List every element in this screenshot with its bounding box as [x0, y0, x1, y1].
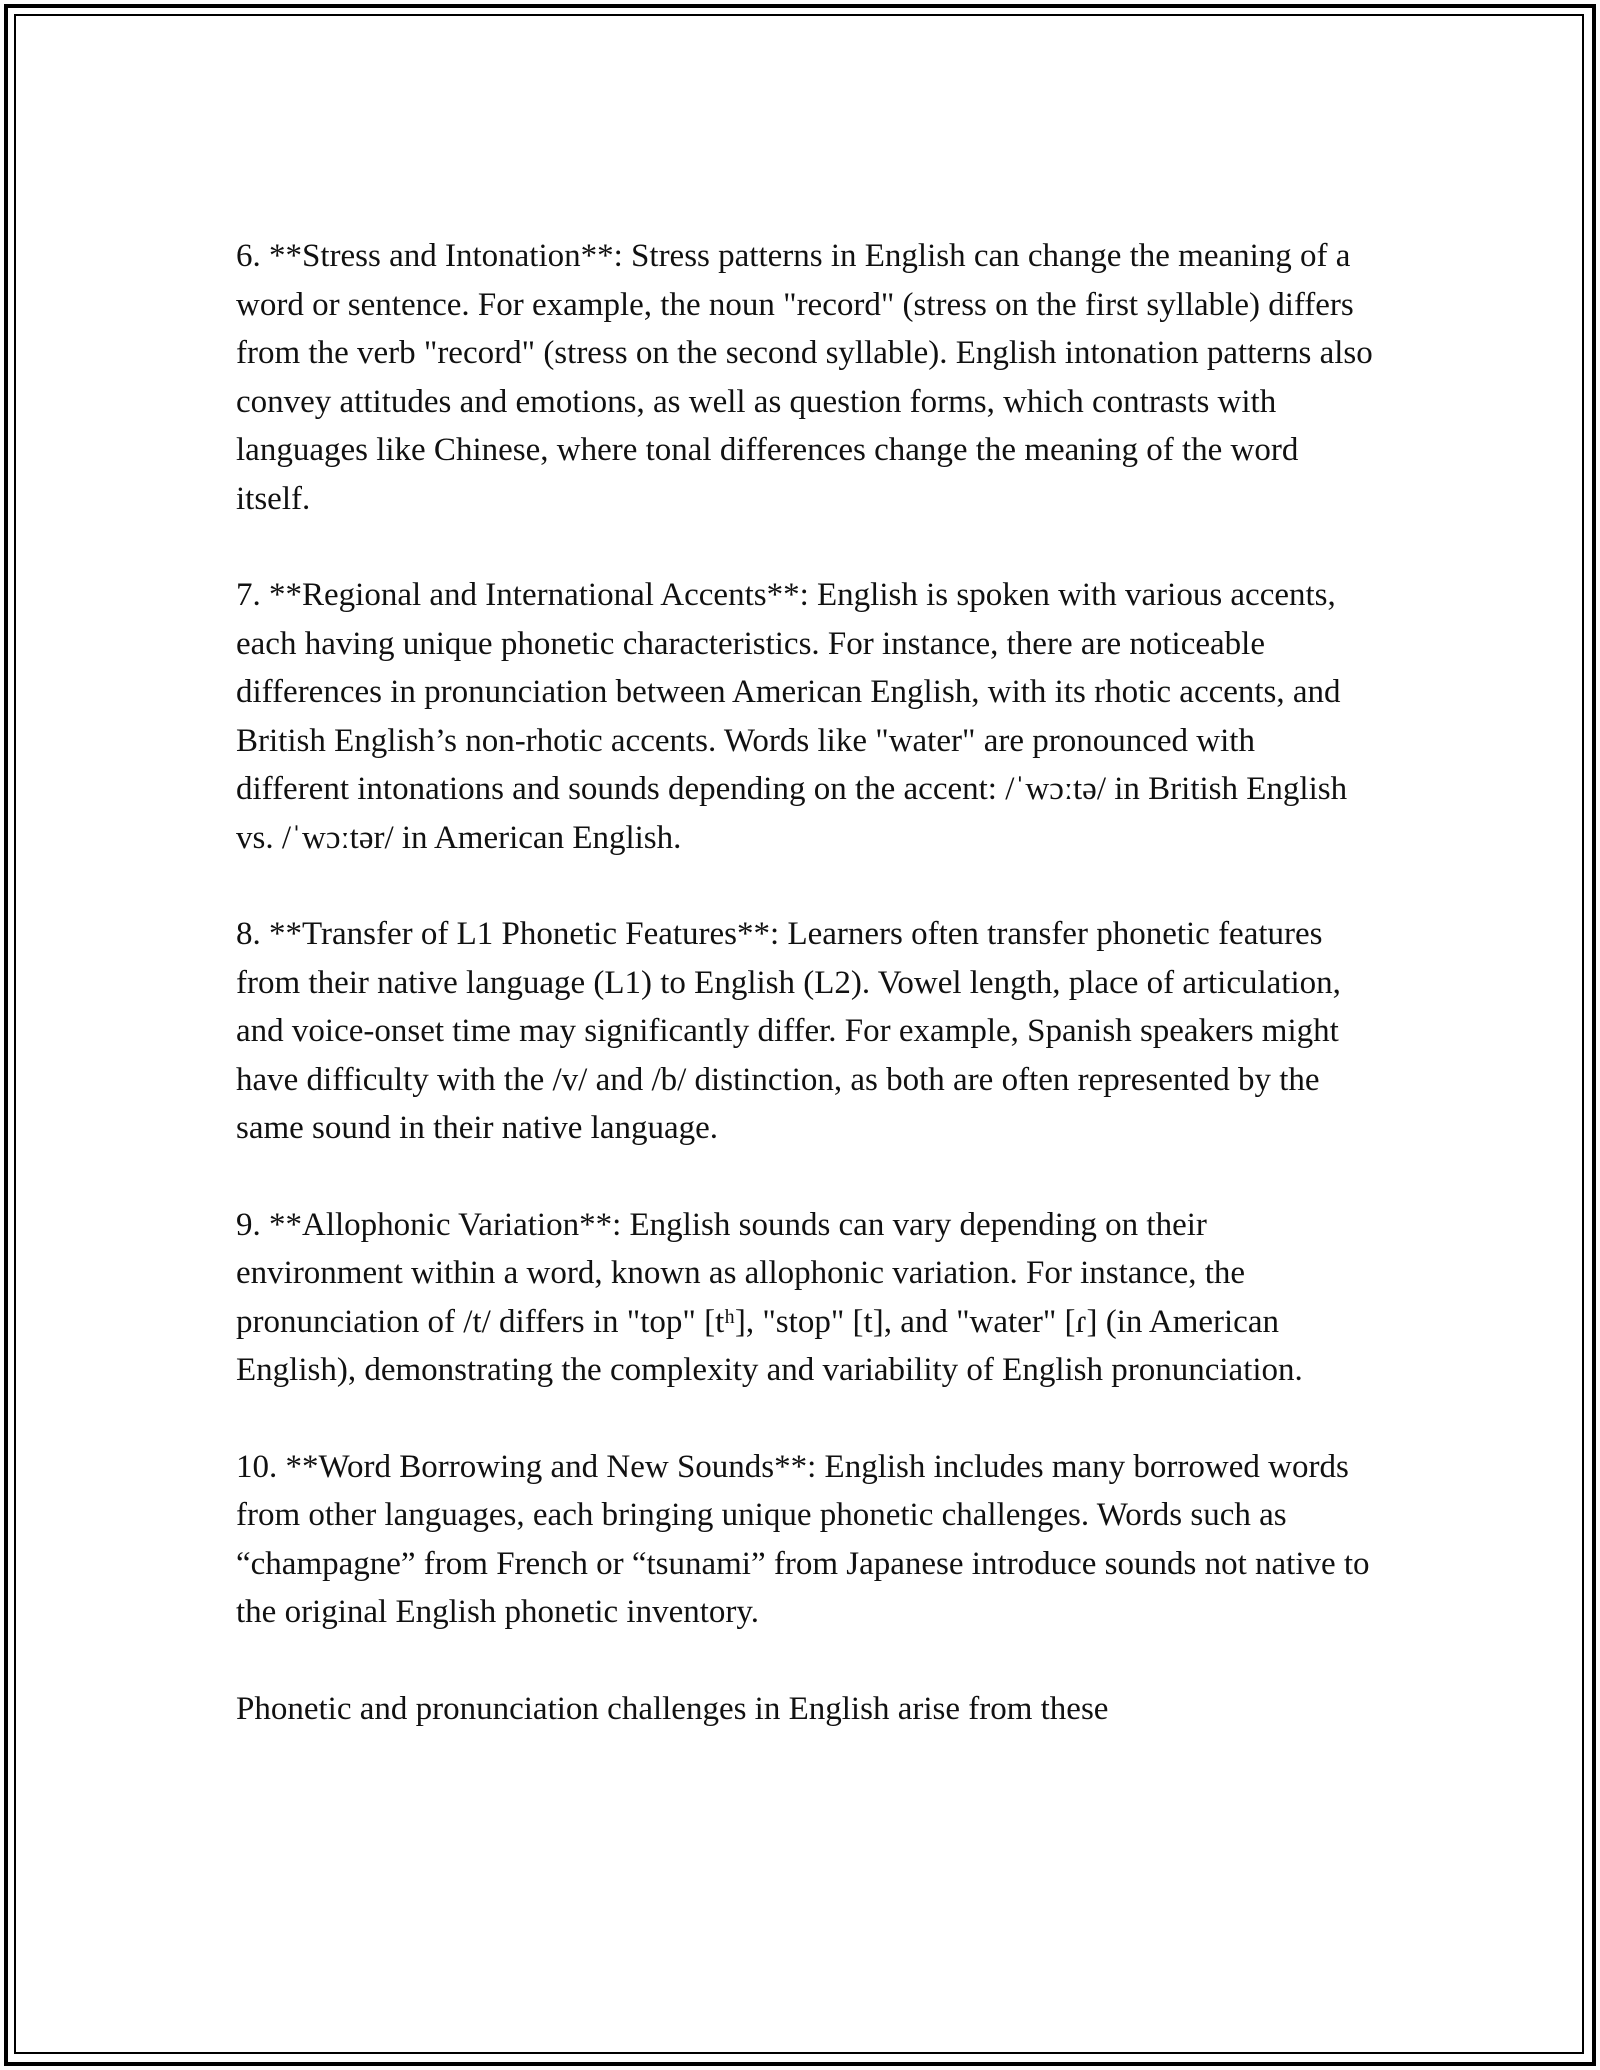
paragraph-conclusion-start: Phonetic and pronunciation challenges in English arise from these	[236, 1690, 1109, 1727]
paragraph-l1-transfer: 8. **Transfer of L1 Phonetic Features**: Learners often transfer phonetic features from their native language (L1) to English (L2). Vowel length, place of articulation, and voice-onset time may significantly differ. For example, Spanish speakers might have difficulty with the /v/ and /b/ distinction, as both are often represented by the same sound in their native language.	[236, 916, 1341, 1146]
paragraph-word-borrowing: 10. **Word Borrowing and New Sounds**: English includes many borrowed words from other languages, each bringing unique phonetic challenges. Words such as “champagne” from French or “tsunami” from Japanese introduce sounds not native to the original English phonetic inventory.	[236, 1448, 1370, 1630]
paragraph-stress-intonation: 6. **Stress and Intonation**: Stress patterns in English can change the meaning of a word or sentence. For example, the noun "record" (stress on the first syllable) differs from the verb "record" (stress on the second syllable). English intonation patterns also convey attitudes and emotions, as well as question forms, which contrasts with languages like Chinese, where tonal differences change the meaning of the word itself.	[236, 238, 1373, 517]
document-body	[236, 232, 1376, 1781]
paragraph-regional-accents: 7. **Regional and International Accents**: English is spoken with various accents, each having unique phonetic characteristics. For instance, there are noticeable differences in pronunciation between American English, with its rhotic accents, and British English’s non-rhotic accents. Words like "water" are pronounced with different intonations and sounds depending on the accent: /ˈwɔːtə/ in British English vs. /ˈwɔːtər/ in American English.	[236, 577, 1348, 856]
paragraph-allophonic-variation: 9. **Allophonic Variation**: English sounds can vary depending on their environment within a word, known as allophonic variation. For instance, the pronunciation of /t/ differs in "top" [tʰ], "stop" [t], and "water" [ɾ] (in American English), demonstrating the complexity and variability of English pronunciation.	[236, 1206, 1303, 1388]
